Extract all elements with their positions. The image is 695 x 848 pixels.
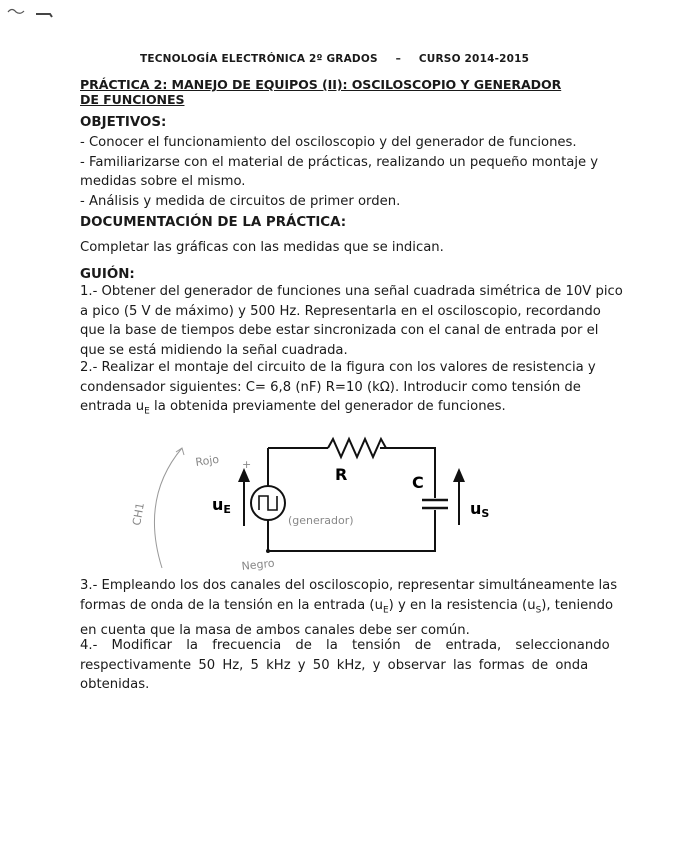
practice-title-line1: PRÁCTICA 2: MANEJO DE EQUIPOS (II): OSCILOSCOPIO Y GENERADOR (80, 77, 562, 92)
label-ue: uE (212, 495, 231, 516)
objetivo-item-2-cont: medidas sobre el mismo. (80, 174, 246, 189)
step1-line3: que la base de tiempos debe estar sincronizada con el canal de entrada por el (80, 323, 599, 338)
document-header (140, 53, 540, 65)
guion-step-3 (80, 576, 625, 640)
hand-note-generador: (generador) (288, 514, 354, 527)
step4-line3: obtenidas. (80, 677, 150, 692)
step1-line4: que se está midiendo la señal cuadrada. (80, 342, 348, 358)
hand-note-ch1: CH1 (130, 501, 147, 527)
hand-note-rojo: Rojo (194, 452, 220, 469)
documentacion-heading: DOCUMENTACIÓN DE LA PRÁCTICA: (80, 215, 347, 230)
label-us: uS (470, 499, 490, 520)
step2-line1: 2.- Realizar el montaje del circuito de la figura con los valores de resistencia y (80, 360, 596, 375)
step1-line1: 1.- Obtener del generador de funciones una señal cuadrada simétrica de 10V pico (80, 284, 623, 299)
documentacion-text (80, 238, 625, 258)
step3-line1: 3.- Empleando los dos canales del osciloscopio, representar simultáneamente las (80, 578, 618, 593)
practice-title-line2: DE FUNCIONES (80, 92, 185, 107)
step3-line3: en cuenta que la masa de ambos canales debe ser común. (80, 622, 470, 638)
header-course-name: TECNOLOGÍA ELECTRÓNICA 2º GRADOS (140, 53, 378, 65)
guion-step-2 (80, 358, 625, 422)
guion-heading: GUIÓN: (80, 267, 135, 282)
label-c: C (412, 473, 424, 492)
margin-scribble (6, 4, 66, 20)
step4-line2: respectivamente 50 Hz, 5 kHz y 50 kHz, y observar las formas de onda (80, 657, 589, 673)
objetivo-item-3: - Análisis y medida de circuitos de primer orden. (80, 193, 401, 209)
header-course-year: CURSO 2014-2015 (418, 53, 530, 65)
practice-title (80, 77, 620, 107)
label-r: R (335, 465, 348, 484)
guion-step-4 (80, 636, 625, 695)
objetivos-heading: OBJETIVOS: (80, 115, 167, 130)
hand-bracket-arc (154, 448, 182, 568)
resistor-symbol (328, 439, 386, 457)
ground-node (266, 549, 270, 553)
guion-step-1 (80, 282, 625, 360)
wire-top-right (380, 448, 435, 498)
rc-circuit-diagram (110, 428, 510, 578)
step1-line2: a pico (5 V de máximo) y 500 Hz. Representarla en el osciloscopio, recordando (80, 303, 601, 319)
hand-note-plus: + (242, 458, 252, 471)
hand-note-negro: Negro (240, 556, 276, 573)
step4-line1: 4.- Modificar la frecuencia de la tensión de entrada, seleccionando (80, 638, 610, 653)
documentacion-line: Completar las gráficas con las medidas que se indican. (80, 240, 444, 255)
objetivo-item-1: - Conocer el funcionamiento del osciloscopio y del generador de funciones. (80, 135, 577, 150)
objetivos-list (80, 133, 625, 211)
objetivo-item-2: - Familiarizarse con el material de prácticas, realizando un pequeño montaje y (80, 154, 599, 170)
step2-line3: entrada $u_E$ la obtenida previamente del generador de funciones. (80, 399, 506, 417)
us-arrow-head (453, 468, 465, 482)
step2-line2: condensador siguientes: C= 6,8 (nF) R=10 (kΩ). Introducir como tensión de (80, 379, 581, 395)
step3-line2: formas de onda de la tensión en la entrada $(u_E)$ y en la resistencia $(u_S)$, teniendo (80, 597, 614, 616)
header-dash: – (395, 53, 402, 65)
square-wave-glyph (259, 496, 277, 510)
